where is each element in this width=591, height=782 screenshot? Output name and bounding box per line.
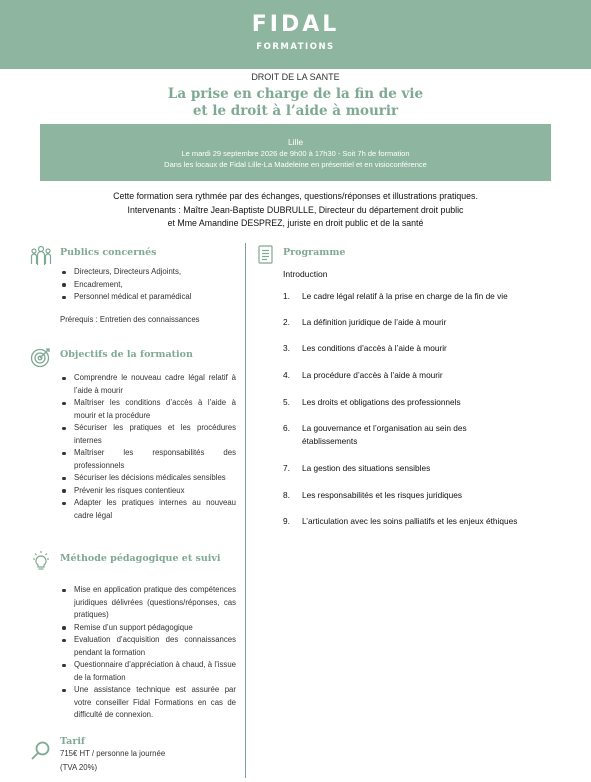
list-item: Remise d’un support pédagogique [60, 622, 236, 635]
tarif-price: 715€ HT / personne la journée [60, 749, 166, 758]
logo-formations: FORMATIONS [256, 42, 335, 52]
item-text: Les conditions d’accès à l’aide à mourir [302, 343, 447, 353]
item-number: 5. [283, 397, 290, 407]
programme-item [283, 316, 553, 329]
list-item: Comprendre le nouveau cadre légal relatif à l’aide à mourir [60, 372, 236, 397]
prerequis-text: Prérequis : Entretien des connaissances [60, 315, 200, 324]
list-item: Adapter les pratiques internes au nouveau cadre légal [60, 497, 236, 522]
category-label: DROIT DE LA SANTE [251, 72, 340, 82]
programme-item [283, 396, 553, 409]
programme-item [283, 515, 553, 528]
banner-date: Le mardi 29 septembre 2026 de 9h00 à 17h30 - Soit 7h de formation [181, 149, 410, 158]
title-line-1: La prise en charge de la fin de vie [167, 86, 424, 102]
list-item: Sécuriser les pratiques et les procédures internes [60, 422, 236, 447]
intro-line-2: Intervenants : Maître Jean-Baptiste DUBRULLE, Directeur du département droit public [127, 204, 464, 215]
people-icon [30, 244, 52, 266]
banner-city: Lille [287, 137, 304, 147]
intro-block [0, 190, 591, 231]
column-divider [245, 243, 246, 778]
item-number: 1. [283, 291, 290, 301]
objectifs-title: Objectifs de la formation [60, 349, 193, 360]
document-icon [256, 244, 278, 266]
list-item: Une assistance technique est assurée par votre conseiller Fidal Formations en cas de difficulté de connexion. [60, 684, 236, 722]
list-item: Encadrement, [60, 279, 240, 292]
item-number: 3. [283, 343, 290, 353]
list-item: Sécuriser les décisions médicales sensibles [60, 472, 236, 485]
item-text: La gouvernance et l’organisation au sein des établissements [302, 423, 467, 446]
info-banner [40, 124, 551, 181]
methode-list [60, 584, 236, 722]
list-item: Questionnaire d’appréciation à chaud, à l’issue de la formation [60, 659, 236, 684]
title-line-2: et le droit à l’aide à mourir [192, 103, 399, 119]
item-text: L’articulation avec les soins palliatifs et les enjeux éthiques [302, 516, 518, 526]
item-text: Les droits et obligations des professionnels [302, 397, 461, 407]
list-item: Maîtriser les responsabilités des professionnels [60, 447, 236, 472]
lightbulb-icon [30, 550, 52, 572]
magnifier-icon [30, 740, 52, 762]
list-item: Personnel médical et paramédical [60, 291, 240, 304]
programme-item [283, 342, 553, 355]
item-text: Les responsabilités et les risques juridiques [302, 490, 463, 500]
intro-line-1: Cette formation sera rythmée par des échanges, questions/réponses et illustrations pratiques. [113, 191, 478, 201]
item-number: 2. [283, 317, 290, 327]
objectifs-list [60, 372, 236, 522]
item-number: 7. [283, 463, 290, 473]
programme-item [283, 290, 553, 303]
list-item: Directeurs, Directeurs Adjoints, [60, 266, 240, 279]
programme-item [283, 462, 553, 475]
header-banner [0, 0, 591, 69]
list-item: Mise en application pratique des compétences juridiques délivrées (questions/réponses, cas pratiques) [60, 584, 236, 622]
item-number: 9. [283, 516, 290, 526]
banner-location: Dans les locaux de Fidal Lille-La Madeleine en présentiel et en visioconférence [164, 160, 427, 169]
item-number: 4. [283, 370, 290, 380]
programme-item [283, 369, 553, 382]
programme-title: Programme [283, 247, 346, 258]
logo-fidal: FIDAL [251, 12, 340, 37]
publics-title: Publics concernés [60, 247, 157, 258]
page-title [0, 86, 591, 120]
publics-list [60, 266, 240, 304]
item-text: La gestion des situations sensibles [302, 463, 431, 473]
methode-title: Méthode pédagogique et suivi [60, 553, 221, 564]
item-text: Le cadre légal relatif à la prise en charge de la fin de vie [302, 291, 508, 301]
programme-item [283, 489, 553, 502]
tarif-title: Tarif [60, 736, 86, 747]
list-item: Maîtriser les conditions d’accès à l’aide à mourir et la procédure [60, 397, 236, 422]
item-text: La procédure d’accès à l’aide à mourir [302, 370, 443, 380]
list-item: Evaluation d’acquisition des connaissances pendant la formation [60, 634, 236, 659]
item-number: 6. [283, 423, 290, 433]
item-number: 8. [283, 490, 290, 500]
intro-line-3: et Mme Amandine DESPREZ, juriste en droit public et de la santé [167, 218, 424, 228]
programme-item [283, 422, 513, 447]
programme-intro: Introduction [283, 269, 328, 279]
tarif-tva: (TVA 20%) [60, 763, 98, 772]
list-item: Prévenir les risques contentieux [60, 485, 236, 498]
target-icon [30, 346, 52, 368]
item-text: La définition juridique de l’aide à mourir [302, 317, 447, 327]
